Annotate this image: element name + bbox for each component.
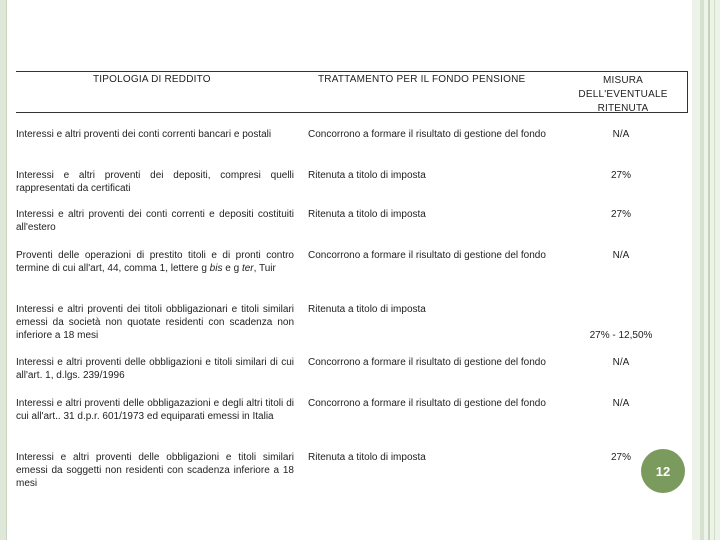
cell-trattamento: Ritenuta a titolo di imposta <box>308 209 426 220</box>
cell-tipologia: Interessi e altri proventi delle obbligazioni e titoli similari di cui all'art. 1, d.lgs. 239/1996 <box>16 357 294 381</box>
cell-tipologia-bis: bis <box>209 263 223 274</box>
cell-tipologia: Interessi e altri proventi dei titoli obbligazionari e titoli similari emessi da società non quotate residenti con scadenza non inferiore a 18 mesi <box>16 304 294 341</box>
cell-tipologia: Interessi e altri proventi delle obbligazioni e titoli similari emessi da soggetti non residenti con scadenza inferiore a 18 mesi <box>16 452 294 489</box>
cell-trattamento: Concorrono a formare il risultato di gestione del fondo <box>308 250 546 261</box>
cell-misura: N/A <box>612 129 630 140</box>
cell-trattamento: Ritenuta a titolo di imposta <box>308 170 426 181</box>
cell-tipologia: Interessi e altri proventi dei conti correnti bancari e postali <box>16 129 272 140</box>
right-decorative-band <box>692 0 720 540</box>
cell-tipologia <box>16 249 294 275</box>
cell-trattamento: Concorrono a formare il risultato di gestione del fondo <box>308 357 546 368</box>
header-trattamento: TRATTAMENTO PER IL FONDO PENSIONE <box>318 74 526 85</box>
cell-tipologia-text: e g <box>222 263 242 274</box>
cell-misura: 27% - 12,50% <box>589 330 653 341</box>
cell-tipologia-text: , Tuir <box>253 263 276 274</box>
cell-misura: N/A <box>612 250 630 261</box>
cell-tipologia: Interessi e altri proventi dei depositi, compresi quelli rappresentati da certificati <box>16 170 294 194</box>
header-misura <box>568 74 678 116</box>
cell-misura: 27% <box>610 452 631 463</box>
header-misura-line1: MISURA <box>602 75 644 86</box>
cell-trattamento: Concorrono a formare il risultato di gestione del fondo <box>308 129 546 140</box>
cell-tipologia: Interessi e altri proventi delle obbligazazioni e degli altri titoli di cui all'art.. 31 d.p.r. 601/1973 ed equiparati emessi in Italia <box>16 398 294 422</box>
cell-misura: N/A <box>612 357 630 368</box>
cell-tipologia-text: Proventi delle operazioni di prestito titoli e di pronti contro termine di cui all'art, 44, comma 1, lettere g <box>16 250 294 274</box>
cell-misura: 27% <box>610 209 631 220</box>
header-misura-line3: RITENUTA <box>597 103 649 114</box>
right-decorative-line <box>700 0 704 540</box>
cell-tipologia: Interessi e altri proventi dei conti correnti e depositi costituiti all'estero <box>16 209 294 233</box>
page-number-badge: 12 <box>641 449 685 493</box>
cell-tipologia-ter: ter <box>241 263 254 274</box>
cell-trattamento: Ritenuta a titolo di imposta <box>308 304 426 315</box>
cell-trattamento: Ritenuta a titolo di imposta <box>308 452 426 463</box>
right-decorative-line <box>708 0 710 540</box>
cell-misura: N/A <box>612 398 630 409</box>
header-tipologia: TIPOLOGIA DI REDDITO <box>93 74 211 85</box>
header-misura-line2: DELL'EVENTUALE <box>578 89 668 100</box>
cell-misura: 27% <box>610 170 631 181</box>
left-decorative-line <box>6 0 7 540</box>
table-header <box>16 71 688 113</box>
cell-trattamento: Concorrono a formare il risultato di gestione del fondo <box>308 398 546 409</box>
right-decorative-line <box>714 0 715 540</box>
